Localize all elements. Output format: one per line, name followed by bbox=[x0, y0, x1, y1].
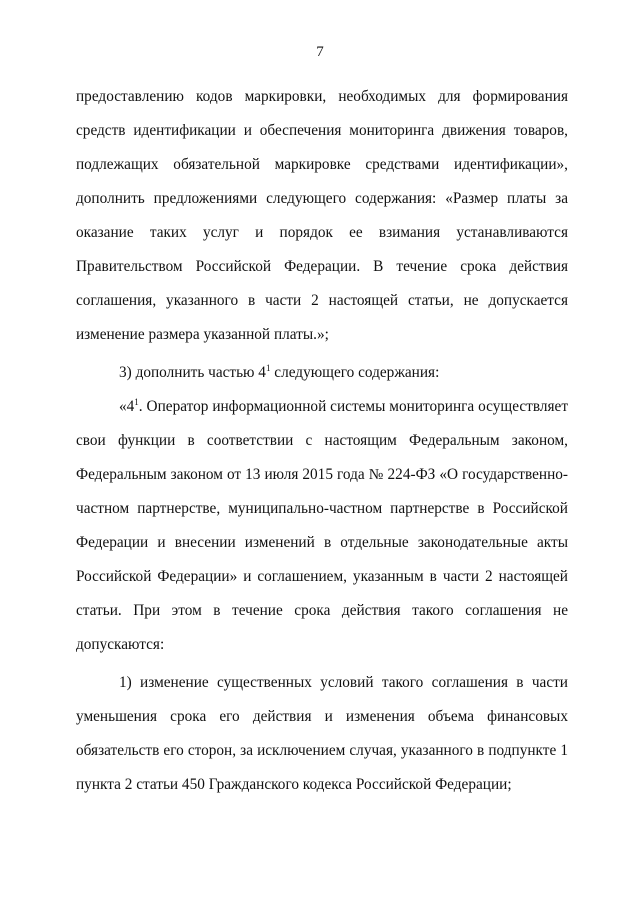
text-line: предоставлению кодов маркировки, необходимых для формирования bbox=[76, 88, 568, 105]
paragraph-continuation bbox=[76, 80, 568, 352]
text-line: средств идентификации и обеспечения мониторинга движения товаров, bbox=[76, 122, 568, 139]
text-line: дополнить предложениями следующего содержания: «Размер платы за bbox=[76, 190, 568, 207]
text-line: 1) изменение существенных условий такого соглашения в части bbox=[119, 674, 568, 691]
text-line: обязательств его сторон, за исключением случая, указанного в подпункте 1 bbox=[76, 742, 568, 759]
text-line: статьи. При этом в течение срока действия такого соглашения не bbox=[76, 602, 568, 619]
text-line: оказание таких услуг и порядок ее взимания устанавливаются bbox=[76, 224, 568, 241]
paragraph-item-3 bbox=[76, 356, 568, 390]
text-fragment: «4 bbox=[119, 398, 135, 415]
superscript: 1 bbox=[134, 396, 139, 407]
text-line bbox=[76, 390, 568, 424]
text-line: пункта 2 статьи 450 Гражданского кодекса Российской Федерации; bbox=[76, 776, 512, 793]
paragraph-subitem-1 bbox=[76, 666, 568, 802]
text-line: Федеральным законом от 13 июля 2015 года № 224-ФЗ «О государственно- bbox=[76, 466, 568, 483]
superscript: 1 bbox=[265, 362, 271, 373]
page-number: 7 bbox=[316, 44, 324, 60]
text-line: Российской Федерации» и соглашением, указанным в части 2 настоящей bbox=[76, 568, 568, 585]
text-line: Федерации и внесении изменений в отдельные законодательные акты bbox=[76, 534, 568, 551]
text-fragment: следующего содержания: bbox=[270, 364, 440, 381]
text-fragment: 3) дополнить частью 4 bbox=[119, 364, 266, 381]
text-line: свои функции в соответствии с настоящим Федеральным законом, bbox=[76, 432, 568, 449]
text-line: соглашения, указанного в части 2 настоящей статьи, не допускается bbox=[76, 292, 568, 309]
text-line: частном партнерстве, муниципально-частном партнерстве в Российской bbox=[76, 500, 568, 517]
text-line bbox=[76, 356, 568, 390]
text-line: допускаются: bbox=[76, 636, 165, 653]
text-line: уменьшения срока его действия и изменения объема финансовых bbox=[76, 708, 568, 725]
document-body bbox=[76, 80, 568, 802]
text-line: Правительством Российской Федерации. В течение срока действия bbox=[76, 258, 568, 275]
paragraph-part-4-1 bbox=[76, 390, 568, 662]
text-line: изменение размера указанной платы.»; bbox=[76, 326, 329, 343]
text-fragment: . Оператор информационной системы мониторинга осуществляет bbox=[138, 398, 568, 415]
text-line: подлежащих обязательной маркировке средствами идентификации», bbox=[76, 156, 568, 173]
